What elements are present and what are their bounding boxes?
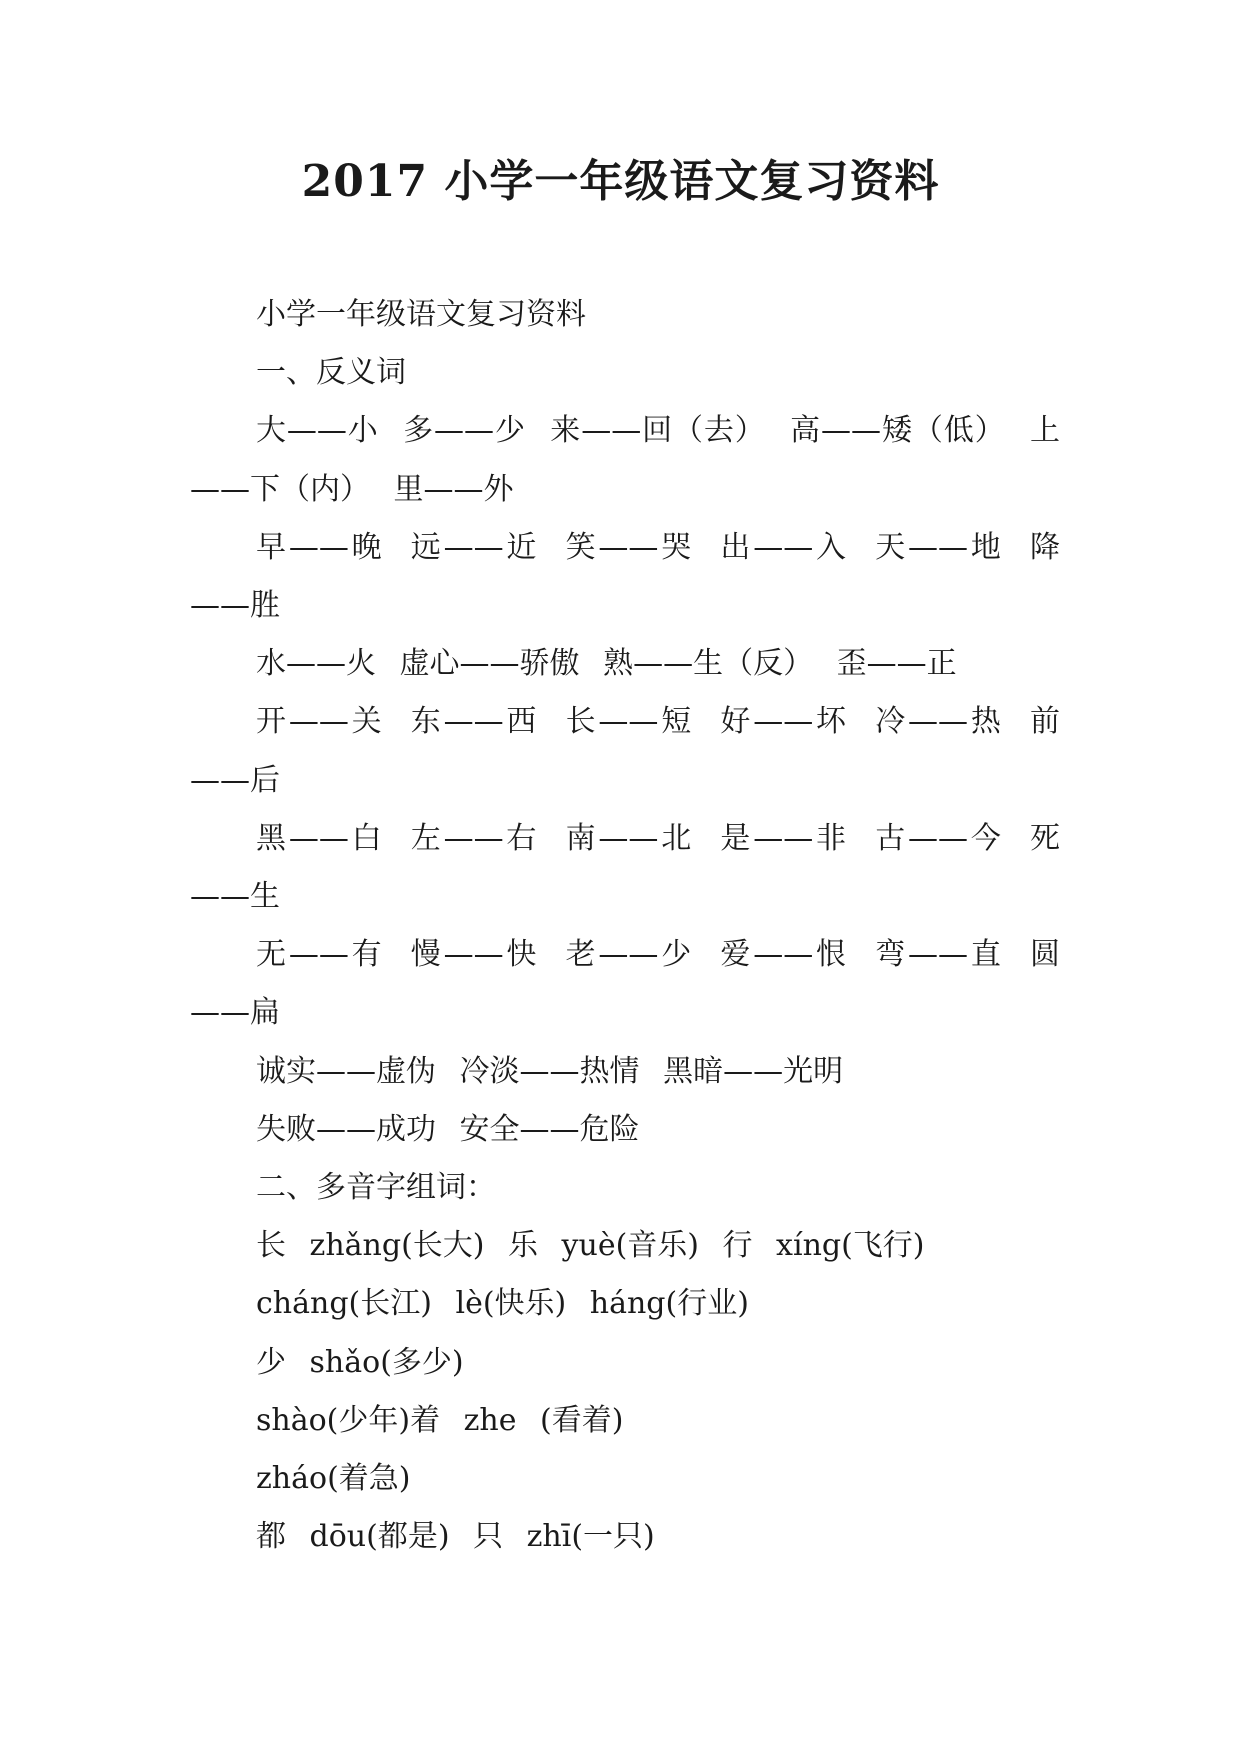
polyphone-line: 少 shǎo(多少) — [256, 1344, 464, 1380]
antonym-line: 失败——成功 安全——危险 — [256, 1111, 640, 1147]
document-body — [190, 286, 1060, 1566]
document-title: 2017 小学一年级语文复习资料 — [301, 156, 940, 207]
polyphone-line: shào(少年)着 zhe (看着) — [256, 1402, 624, 1438]
antonym-line: 无——有 慢——快 老——少 爱——恨 弯——直 圆——扁 — [190, 937, 1060, 1031]
antonym-line: 大——小 多——少 来——回（去） 高——矮（低） 上——下（内） 里——外 — [190, 413, 1060, 507]
paragraph-subtitle: 小学一年级语文复习资料 — [256, 297, 586, 332]
section-heading-antonyms: 一、反义词 — [256, 355, 406, 391]
polyphone-line: 都 dōu(都是) 只 zhī(一只) — [256, 1519, 655, 1555]
antonym-line: 诚实——虚伪 冷淡——热情 黑暗——光明 — [256, 1053, 844, 1089]
antonym-line: 水——火 虚心——骄傲 熟——生（反） 歪——正 — [256, 646, 957, 682]
polyphone-line: cháng(长江) lè(快乐) háng(行业) — [256, 1286, 749, 1322]
section-heading-polyphones: 二、多音字组词： — [256, 1170, 496, 1206]
polyphone-line: 长 zhǎng(长大) 乐 yuè(音乐) 行 xíng(飞行) — [256, 1228, 925, 1264]
antonym-line: 早——晚 远——近 笑——哭 出——入 天——地 降——胜 — [190, 529, 1060, 624]
antonym-line: 开——关 东——西 长——短 好——坏 冷——热 前——后 — [190, 704, 1060, 798]
polyphone-line: zháo(着急) — [256, 1461, 411, 1497]
antonym-line: 黑——白 左——右 南——北 是——非 古——今 死——生 — [190, 820, 1060, 915]
